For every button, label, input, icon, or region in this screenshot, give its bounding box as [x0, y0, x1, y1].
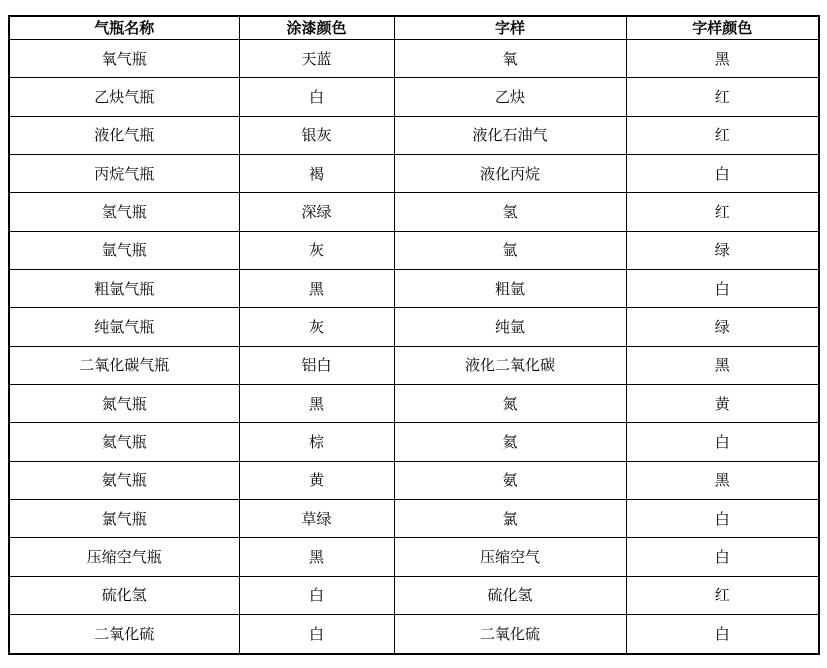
- header-lettering-color: 字样颜色: [626, 16, 819, 40]
- header-cylinder-name: 气瓶名称: [9, 16, 239, 40]
- cell-cylinder-name: 纯氩气瓶: [9, 308, 239, 346]
- cell-cylinder-name: 硫化氢: [9, 576, 239, 614]
- cell-lettering: 氯: [394, 500, 626, 538]
- table-row: [9, 155, 819, 193]
- table-row: [9, 231, 819, 269]
- cell-lettering-color: 白: [626, 270, 819, 308]
- table-row: [9, 308, 819, 346]
- cell-cylinder-name: 丙烷气瓶: [9, 155, 239, 193]
- table-row: [9, 40, 819, 78]
- cell-paint-color: 白: [239, 576, 394, 614]
- cell-paint-color: 黑: [239, 270, 394, 308]
- cell-lettering-color: 黄: [626, 385, 819, 423]
- cell-lettering-color: 红: [626, 576, 819, 614]
- cell-cylinder-name: 氢气瓶: [9, 193, 239, 231]
- cell-lettering: 液化二氧化碳: [394, 346, 626, 384]
- cell-paint-color: 天蓝: [239, 40, 394, 78]
- cell-cylinder-name: 乙炔气瓶: [9, 78, 239, 116]
- cell-lettering: 纯氩: [394, 308, 626, 346]
- cell-lettering-color: 黑: [626, 40, 819, 78]
- cell-cylinder-name: 压缩空气瓶: [9, 538, 239, 576]
- cell-paint-color: 白: [239, 78, 394, 116]
- cell-lettering: 液化丙烷: [394, 155, 626, 193]
- table-row: [9, 423, 819, 461]
- table-row: [9, 615, 819, 654]
- cell-lettering-color: 红: [626, 78, 819, 116]
- cell-lettering-color: 白: [626, 500, 819, 538]
- table-row: [9, 538, 819, 576]
- cell-lettering: 氧: [394, 40, 626, 78]
- table-row: [9, 116, 819, 154]
- cell-lettering: 二氧化硫: [394, 615, 626, 654]
- cell-lettering: 氩: [394, 231, 626, 269]
- cell-cylinder-name: 氦气瓶: [9, 423, 239, 461]
- table-row: [9, 576, 819, 614]
- cell-paint-color: 褐: [239, 155, 394, 193]
- cell-lettering-color: 红: [626, 193, 819, 231]
- cell-cylinder-name: 粗氩气瓶: [9, 270, 239, 308]
- cell-lettering-color: 白: [626, 615, 819, 654]
- cell-paint-color: 灰: [239, 231, 394, 269]
- cell-paint-color: 黑: [239, 385, 394, 423]
- table-row: [9, 78, 819, 116]
- cell-lettering-color: 绿: [626, 231, 819, 269]
- cell-cylinder-name: 二氧化碳气瓶: [9, 346, 239, 384]
- cell-lettering: 氨: [394, 461, 626, 499]
- cell-paint-color: 白: [239, 615, 394, 654]
- cell-lettering-color: 白: [626, 155, 819, 193]
- table-row: [9, 461, 819, 499]
- cell-lettering: 硫化氢: [394, 576, 626, 614]
- table-body: [9, 40, 819, 655]
- cell-cylinder-name: 液化气瓶: [9, 116, 239, 154]
- header-paint-color: 涂漆颜色: [239, 16, 394, 40]
- cell-paint-color: 黄: [239, 461, 394, 499]
- cell-paint-color: 黑: [239, 538, 394, 576]
- cell-lettering: 氦: [394, 423, 626, 461]
- cell-cylinder-name: 氮气瓶: [9, 385, 239, 423]
- cell-lettering: 氢: [394, 193, 626, 231]
- cell-paint-color: 深绿: [239, 193, 394, 231]
- cell-lettering-color: 红: [626, 116, 819, 154]
- cell-lettering: 氮: [394, 385, 626, 423]
- cell-lettering-color: 白: [626, 538, 819, 576]
- cell-cylinder-name: 氧气瓶: [9, 40, 239, 78]
- cell-lettering: 乙炔: [394, 78, 626, 116]
- table-row: [9, 193, 819, 231]
- cell-lettering-color: 黑: [626, 461, 819, 499]
- cell-paint-color: 银灰: [239, 116, 394, 154]
- table-row: [9, 270, 819, 308]
- cell-lettering-color: 黑: [626, 346, 819, 384]
- header-lettering: 字样: [394, 16, 626, 40]
- table-header-row: [9, 16, 819, 40]
- table-row: [9, 385, 819, 423]
- table-row: [9, 500, 819, 538]
- cell-cylinder-name: 氨气瓶: [9, 461, 239, 499]
- cell-paint-color: 棕: [239, 423, 394, 461]
- cell-lettering-color: 绿: [626, 308, 819, 346]
- cell-paint-color: 铝白: [239, 346, 394, 384]
- cell-lettering: 液化石油气: [394, 116, 626, 154]
- cell-cylinder-name: 氩气瓶: [9, 231, 239, 269]
- cell-paint-color: 灰: [239, 308, 394, 346]
- cell-lettering-color: 白: [626, 423, 819, 461]
- cell-paint-color: 草绿: [239, 500, 394, 538]
- cell-cylinder-name: 氯气瓶: [9, 500, 239, 538]
- cell-cylinder-name: 二氧化硫: [9, 615, 239, 654]
- cell-lettering: 粗氩: [394, 270, 626, 308]
- table-row: [9, 346, 819, 384]
- cell-lettering: 压缩空气: [394, 538, 626, 576]
- gas-cylinder-table: [8, 15, 820, 655]
